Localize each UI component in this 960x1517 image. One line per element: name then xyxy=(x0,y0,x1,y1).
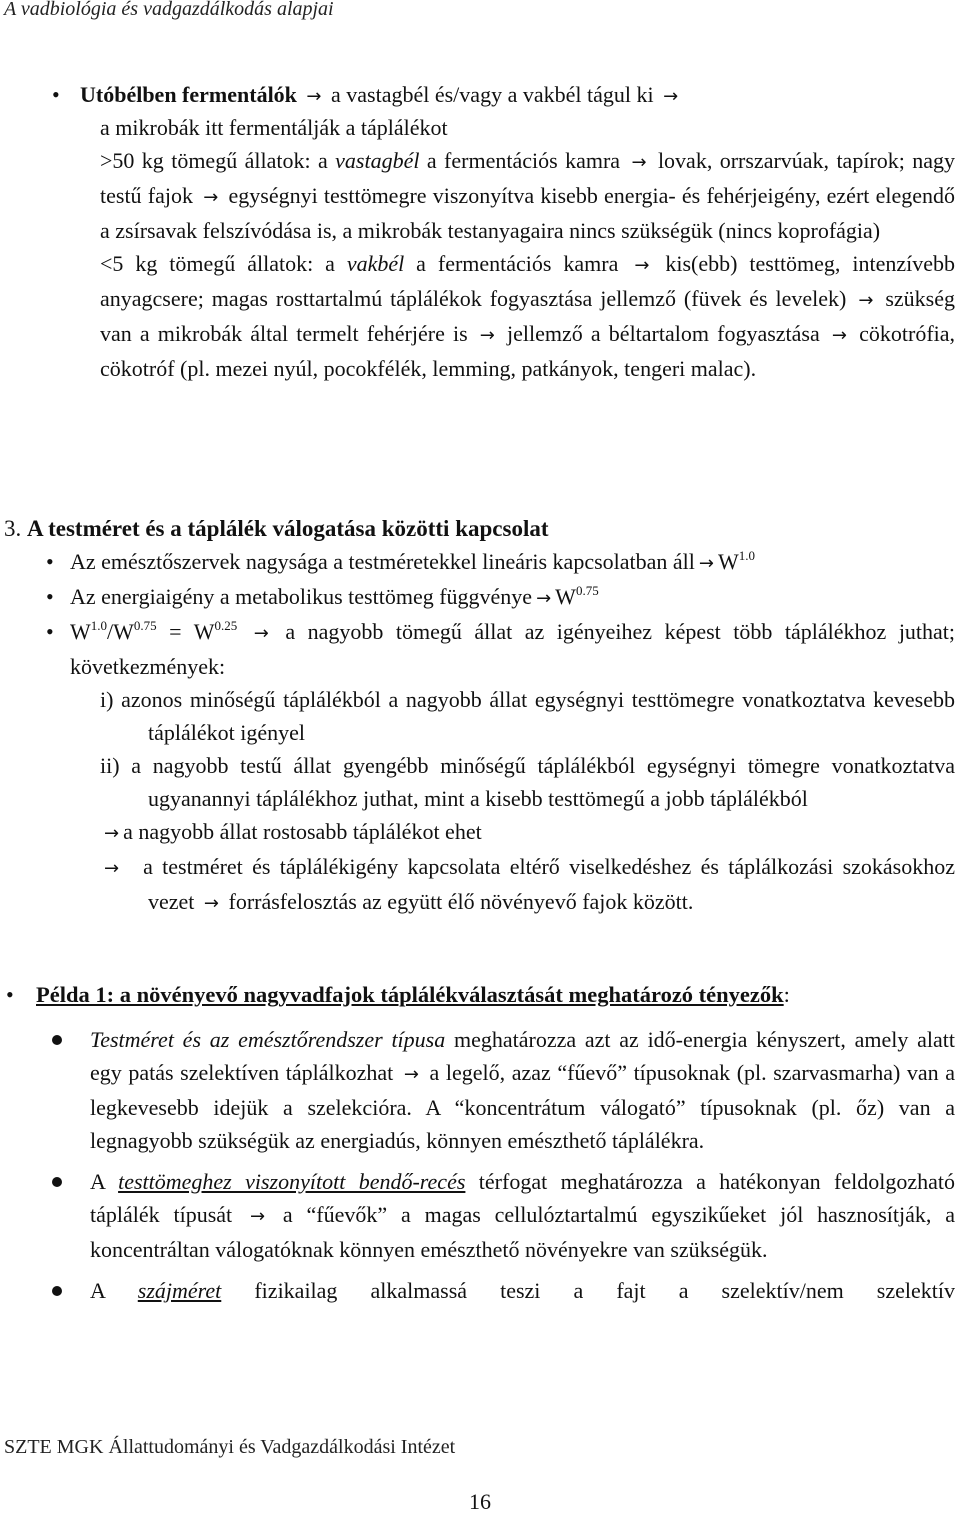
arrow-icon: → xyxy=(663,86,679,107)
arrow-icon: → xyxy=(479,325,495,346)
list-item: • $W^{1.0}/W^{0.75} = W^{0.25} \to a$ nagyobb tömegű állat az igényeihez képest több táplálékhoz juthat; következmények: xyxy=(70,615,955,683)
footer-institute: SZTE MGK Állattudományi és Vadgazdálkodási Intézet xyxy=(4,1436,456,1458)
bullet-icon: • xyxy=(52,82,60,107)
utobel-body xyxy=(100,111,955,385)
bullet-dot-icon xyxy=(52,1035,62,1045)
bullet-icon: • xyxy=(46,619,54,644)
list-item: • Az energiaigény a metabolikus testtömeg függvénye → $W^{0.75}$ xyxy=(70,580,955,615)
paragraph-vakbel: <5 kg tömegű állatok: a vakbél a fermentációs kamra → kis(ebb) testtömeg, intenzívebb anyagcsere; magas rosttartalmú táplálékok fogyasztása jellemző (füvek és levelek) → szükség van a mikrobák által termelt fehérjére is → jellemző a béltartalom fogyasztása → cökotrófia, cökotróf (pl. mezei nyúl, pocokfélék, lemming, patkányok, tengeri malac). xyxy=(100,251,956,381)
arrow-icon: → xyxy=(203,187,219,208)
arrow-icon: → xyxy=(403,1064,419,1085)
sub-arrow-1: → a nagyobb állat rostosabb táplálékot ehet xyxy=(100,815,955,850)
paragraph: a mikrobák itt fermentálják a táplálékot xyxy=(100,115,448,140)
arrow-icon: → xyxy=(104,858,120,879)
sub-item-ii: ii) a nagyobb testű állat gyengébb minőségű táplálékból egységnyi tömegre vonatkoztatva ugyanannyi táplálékhoz juthat, mint a kisebb testtömegű a jobb táplálékból xyxy=(100,753,955,811)
bullet-icon: • xyxy=(6,982,14,1007)
sublist xyxy=(100,683,955,920)
page-content xyxy=(0,78,960,1303)
example-item-2: A testtömeghez viszonyított bendő-recés térfogat meghatározza a hatékonyan feldolgozható táplálék típusát → a “fűevők” a magas cellulóztartalmú egyszikűeket jól hasznosítják, a koncentráltan válogatóknak könnyen emészthető növényekre van szükségük. xyxy=(90,1165,955,1266)
bullet-dot-icon xyxy=(52,1286,62,1296)
paragraph-vastagbel: >50 kg tömegű állatok: a vastagbél a fermentációs kamra → lovak, orrszarvúak, tapírok; nagy testű fajok → egységnyi testtömegre viszonyítva kisebb energia- és fehérjeigény, ezért elegendő a zsírsavak felszívódása is, a mikrobák testanyagaira nincs szükségük (nincs koprofágia) xyxy=(100,148,956,243)
bullet-icon: • xyxy=(46,584,54,609)
bullet-dot-icon xyxy=(52,1177,62,1187)
section-title: 3. A testméret és a táplálék válogatása közötti kapcsolat xyxy=(4,516,549,541)
section-3 xyxy=(0,512,960,920)
arrow-icon: → xyxy=(698,553,714,574)
bullet-utobel xyxy=(52,78,955,113)
arrow-icon: → xyxy=(203,893,219,914)
arrow-icon: → xyxy=(104,823,120,844)
example-1 xyxy=(0,978,960,1307)
sub-arrow-2: → a testméret és táplálékigény kapcsolata eltérő viselkedéshez és táplálkozási szokásokhoz vezet → forrásfelosztás az együtt élő növényevő fajok között. xyxy=(100,850,955,920)
paragraph: Utóbélben fermentálók → a vastagbél és/vagy a vakbél tágul ki → xyxy=(80,78,955,113)
bullet-icon: • xyxy=(46,549,54,574)
arrow-icon: → xyxy=(536,588,552,609)
arrow-icon: → xyxy=(631,152,647,173)
arrow-icon: → xyxy=(831,325,847,346)
arrow-icon: → xyxy=(249,1206,266,1227)
page-number: 16 xyxy=(469,1489,491,1514)
arrow-icon: → xyxy=(634,255,650,276)
heading-bold: Utóbélben fermentálók xyxy=(80,82,297,107)
page-header: A vadbiológia és vadgazdálkodás alapjai xyxy=(4,0,334,20)
arrow-icon: → xyxy=(858,290,874,311)
sub-item-i: i) azonos minőségű táplálékból a nagyobb állat egységnyi testtömegre vonatkoztatva kevesebb táplálékot igényel xyxy=(100,687,955,745)
example-heading: • Példa 1: a növényevő nagyvadfajok táplálékválasztását meghatározó tényezők: xyxy=(36,978,955,1011)
arrow-icon: → xyxy=(306,86,322,107)
list-item: • Az emésztőszervek nagysága a testméretekkel lineáris kapcsolatban áll → $W^{1.0}$ xyxy=(70,545,955,580)
arrow-icon: → xyxy=(253,623,269,644)
example-item-1: Testméret és az emésztőrendszer típusa meghatározza azt az idő-energia kényszert, amely alatt egy patás szelektíven táplálkozhat → a legelő, azaz “fűevő” típusoknak (pl. szarvasmarha) van a legkevesebb idejük a szelekcióra. A “koncentrátum válogató” típusoknak (pl. őz) van a legnagyobb szükségük az energiadús, könnyen emészthető táplálékra. xyxy=(90,1023,955,1157)
example-item-3: A szájméret fizikailag alkalmassá teszi a fajt a szelektív/nem szelektív xyxy=(90,1274,955,1307)
